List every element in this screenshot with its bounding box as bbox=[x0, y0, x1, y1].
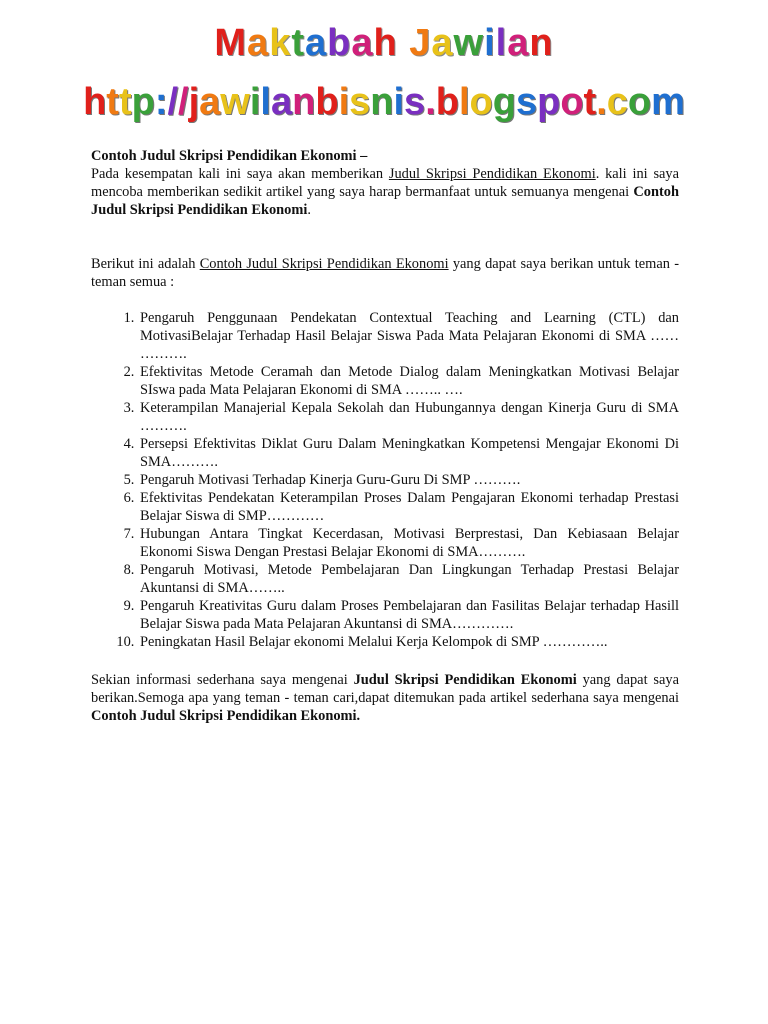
closing-text-1: Sekian informasi sederhana saya mengenai bbox=[91, 672, 354, 688]
list-item: 10. Peningkatan Hasil Belajar ekonomi Melalui Kerja Kelompok di SMP ………….. bbox=[138, 633, 679, 651]
site-title-text: Maktabah Jawilan bbox=[214, 22, 554, 64]
list-item: 6. Efektivitas Pendekatan Keterampilan Proses Dalam Pengajaran Ekonomi terhadap Prestasi Belajar Siswa di SMP………… bbox=[138, 489, 679, 525]
title-list bbox=[91, 309, 679, 651]
lead-text-1: Berikut ini adalah bbox=[91, 256, 200, 272]
intro-link[interactable]: Judul Skripsi Pendidikan Ekonomi bbox=[388, 166, 596, 182]
article-body bbox=[91, 147, 679, 725]
list-item: 1. Pengaruh Penggunaan Pendekatan Contextual Teaching and Learning (CTL) dan MotivasiBelajar Terhadap Hasil Belajar Siswa Pada Mata Pelajaran Ekonomi di SMA …… ………. bbox=[138, 309, 679, 363]
page-header bbox=[0, 18, 768, 126]
list-item: 4. Persepsi Efektivitas Diklat Guru Dalam Meningkatkan Kompetensi Mengajar Ekonomi Di SMA………. bbox=[138, 435, 679, 471]
site-url-wrap bbox=[83, 68, 685, 126]
list-item: 2. Efektivitas Metode Ceramah dan Metode Dialog dalam Meningkatkan Motivasi Belajar SIswa pada Mata Pelajaran Ekonomi di SMA …….. …. bbox=[138, 363, 679, 399]
intro-text-1: Pada kesempatan kali ini saya akan memberikan bbox=[91, 166, 389, 182]
lead-link[interactable]: Contoh Judul Skripsi Pendidikan Ekonomi bbox=[199, 256, 449, 272]
lead-text-2: yang dapat saya berikan untuk teman - teman semua : bbox=[91, 256, 680, 290]
intro-bold: Contoh Judul Skripsi Pendidikan Ekonomi bbox=[91, 184, 679, 218]
intro-paragraph bbox=[91, 165, 679, 219]
closing-paragraph bbox=[91, 671, 679, 725]
intro-text-2: . kali ini saya mencoba memberikan sedikit artikel yang saya harap bermanfaat untuk semuanya mengenai bbox=[91, 166, 680, 200]
list-item: 3. Keterampilan Manajerial Kepala Sekolah dan Hubungannya dengan Kinerja Guru di SMA ………. bbox=[138, 399, 679, 435]
site-url[interactable]: http://jawilanbisnis.blogspot.com bbox=[83, 81, 685, 123]
article-heading: Contoh Judul Skripsi Pendidikan Ekonomi – bbox=[91, 148, 368, 164]
list-item: 8. Pengaruh Motivasi, Metode Pembelajaran Dan Lingkungan Terhadap Prestasi Belajar Akuntansi di SMA…….. bbox=[138, 561, 679, 597]
list-item: 9. Pengaruh Kreativitas Guru dalam Proses Pembelajaran dan Fasilitas Belajar terhadap Hasill Belajar Siswa pada Mata Pelajaran Akuntansi di SMA…………. bbox=[138, 597, 679, 633]
list-item: 5. Pengaruh Motivasi Terhadap Kinerja Guru-Guru Di SMP ………. bbox=[138, 471, 679, 489]
intro-end: . bbox=[307, 202, 311, 218]
lead-paragraph bbox=[91, 255, 679, 291]
closing-bold-1: Judul Skripsi Pendidikan Ekonomi bbox=[353, 672, 577, 688]
closing-bold-2: Contoh Judul Skripsi Pendidikan Ekonomi. bbox=[91, 708, 361, 724]
list-item: 7. Hubungan Antara Tingkat Kecerdasan, Motivasi Berprestasi, Dan Kebiasaan Belajar Ekonomi Siswa Dengan Prestasi Belajar Ekonomi di SMA………. bbox=[138, 525, 679, 561]
site-title bbox=[0, 18, 768, 68]
closing-text-2: yang dapat saya berikan.Semoga apa yang teman - teman cari,dapat ditemukan pada artikel sederhana saya mengenai bbox=[91, 672, 679, 706]
